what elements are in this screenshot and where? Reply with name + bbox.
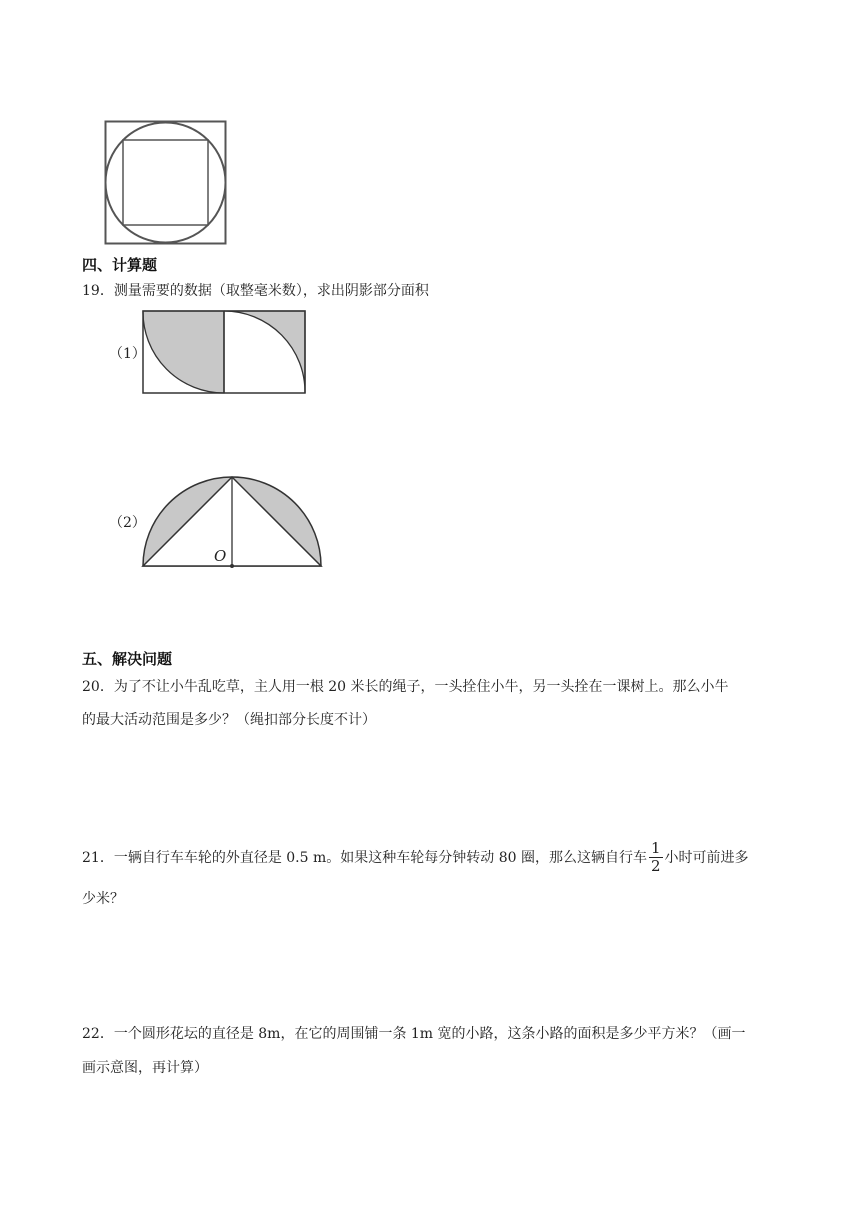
section-five-heading: 五、解决问题	[82, 650, 173, 668]
question-21-text-after: 小时可前进多	[664, 849, 749, 866]
fraction-denominator: 2	[650, 857, 661, 875]
question-21-line-1	[82, 840, 749, 875]
center-point-label: O	[214, 547, 227, 565]
question-20-line-2: 的最大活动范围是多少？（绳扣部分长度不计）	[82, 712, 376, 728]
question-21-text-before: 21．一辆自行车车轮的外直径是 0.5 m。如果这种车轮每分钟转动 80 圈，那么这辆自行车	[82, 849, 647, 866]
section-four-heading: 四、计算题	[82, 256, 158, 274]
question-22-line-1: 22．一个圆形花坛的直径是 8m，在它的周围铺一条 1m 宽的小路，这条小路的面积是多少平方米？（画一	[82, 1026, 746, 1042]
fraction-numerator: 1	[650, 839, 661, 857]
square-circle-figure	[104, 120, 228, 246]
question-19-text: 19．测量需要的数据（取整毫米数），求出阴影部分面积	[82, 283, 429, 299]
figure-1-rectangle-quarter-circles	[142, 310, 306, 395]
question-22-line-2: 画示意图，再计算）	[82, 1060, 208, 1076]
question-20-line-1: 20．为了不让小牛乱吃草，主人用一根 20 米长的绳子，一头拴住小牛，另一头拴在一课树上。那么小牛	[82, 679, 729, 695]
figure-1-label: （1）	[109, 346, 146, 362]
figure-2-label: （2）	[109, 515, 146, 531]
figure-2-semicircle-triangle	[140, 473, 324, 573]
fraction-half	[649, 840, 663, 875]
question-21-line-2: 少米？	[82, 891, 124, 907]
